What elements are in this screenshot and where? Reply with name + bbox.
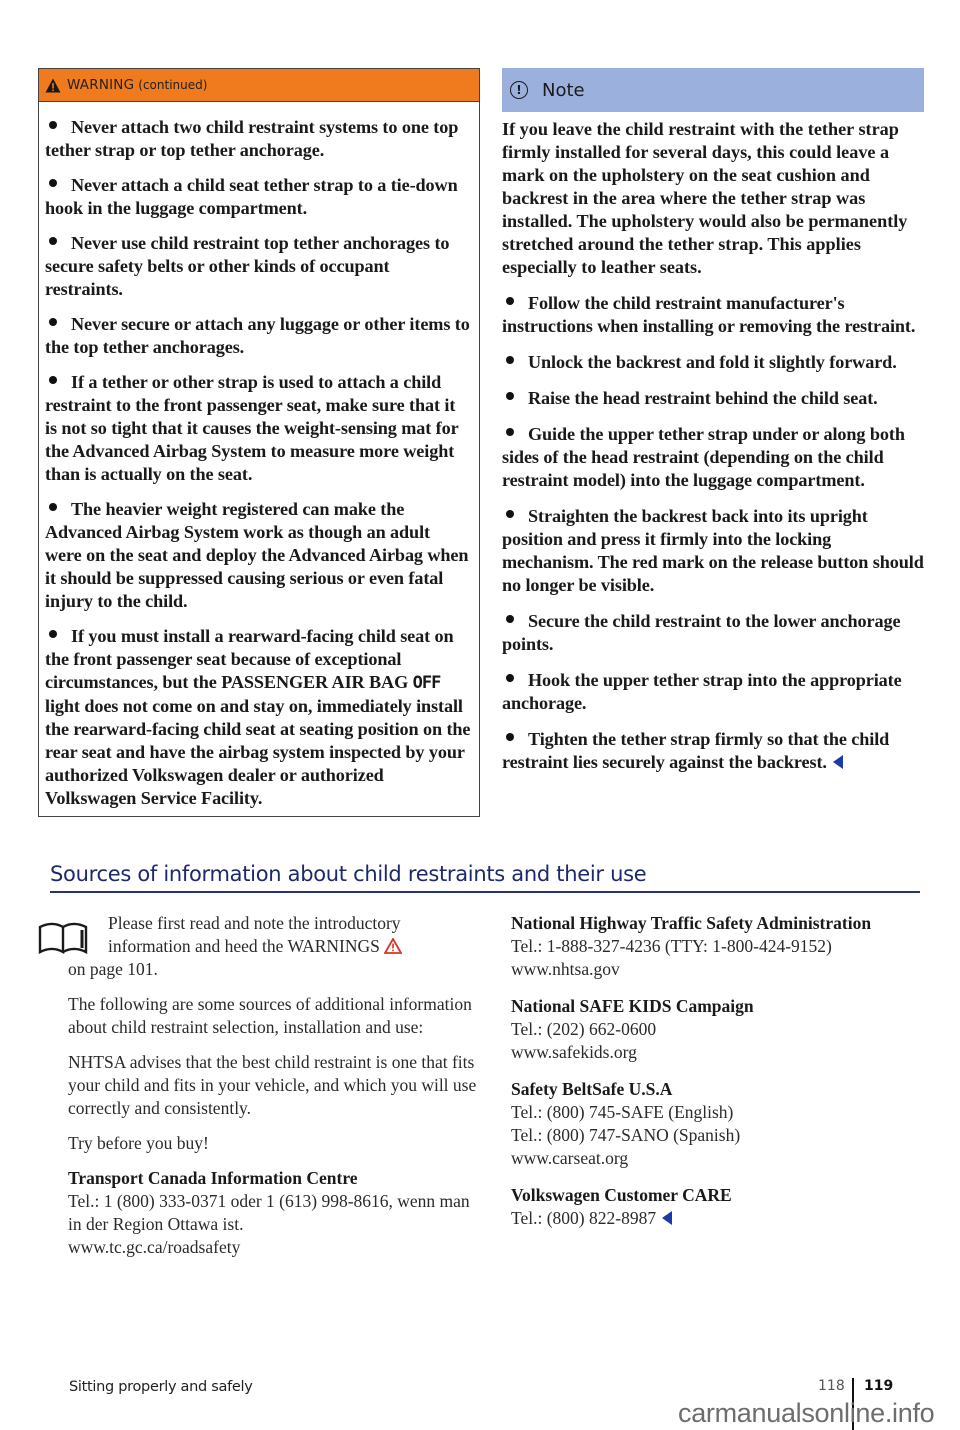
org-website-link[interactable]: www.carseat.org bbox=[511, 1148, 629, 1168]
sources-left-column bbox=[68, 912, 478, 1273]
bullet-icon bbox=[49, 318, 57, 326]
org-name: National Highway Traffic Safety Administration bbox=[511, 913, 872, 933]
step-item: Unlock the backrest and fold it slightly forward. bbox=[502, 351, 924, 374]
bullet-icon bbox=[49, 179, 57, 187]
airbag-off-symbol: OFF bbox=[412, 673, 441, 693]
org-name: Transport Canada Information Centre bbox=[68, 1168, 358, 1188]
warning-item: The heavier weight registered can make the Advanced Airbag System work as though an adult were on the seat and deploy the Advanced Airbag when it should be suppressed causing serious or even fatal injury to the child. bbox=[45, 499, 469, 611]
end-of-section-icon bbox=[662, 1211, 672, 1225]
warning-item: If you must install a rearward-facing child seat on the front passenger seat because of exceptional circumstances, but the PASSENGER AIR BAG OFF light does not come on and stay on, immediately install the rearward-facing child seat at seating position on the rear seat and have the airbag system inspected by your authorized Volkswagen dealer or authorized Volkswagen Service Facility. bbox=[45, 626, 471, 808]
org-phone: Tel.: (800) 747-SANO (Spanish) bbox=[511, 1125, 741, 1145]
org-name: National SAFE KIDS Campaign bbox=[511, 996, 754, 1016]
warning-title: WARNING bbox=[67, 77, 135, 93]
warning-item: Never use child restraint top tether anchorages to secure safety belts or other kinds of occupant restraints. bbox=[45, 233, 450, 299]
warning-column bbox=[38, 68, 480, 817]
org-website-link[interactable]: www.nhtsa.gov bbox=[511, 959, 620, 979]
warning-item: Never attach two child restraint systems to one top tether strap or top tether anchorage. bbox=[45, 117, 459, 160]
nhtsa-advice-paragraph: NHTSA advises that the best child restraint is one that fits your child and fits in your vehicle, and which you will use correctly and consistently. bbox=[68, 1052, 477, 1118]
org-vw-customer-care bbox=[511, 1184, 931, 1230]
step-item: Guide the upper tether strap under or along both sides of the head restraint (depending on the child restraint model) into the luggage compartment. bbox=[502, 424, 905, 490]
note-column bbox=[502, 68, 924, 774]
page-number-left: 118 bbox=[818, 1378, 845, 1394]
org-phone: Tel.: 1-888-327-4236 (TTY: 1-800-424-9152) bbox=[511, 936, 832, 956]
chapter-footer: Sitting properly and safely bbox=[69, 1379, 253, 1395]
bullet-icon bbox=[49, 503, 57, 511]
org-nhtsa bbox=[511, 912, 931, 981]
org-beltsafe bbox=[511, 1078, 931, 1170]
bullet-icon bbox=[506, 428, 514, 436]
page-number-right: 119 bbox=[864, 1378, 894, 1394]
watermark: carmanualsonline.info bbox=[678, 1398, 935, 1428]
try-before-buy: Try before you buy! bbox=[68, 1133, 209, 1153]
org-website-link[interactable]: www.safekids.org bbox=[511, 1042, 637, 1062]
warning-item: Never attach a child seat tether strap to a tie-down hook in the luggage compartment. bbox=[45, 175, 458, 218]
warning-triangle-icon bbox=[45, 78, 61, 93]
warning-item: Never secure or attach any luggage or other items to the top tether anchorages. bbox=[45, 314, 470, 357]
org-transport-canada bbox=[68, 1167, 478, 1259]
warning-triangle-icon bbox=[384, 938, 402, 954]
section-divider bbox=[50, 891, 920, 893]
bullet-icon bbox=[506, 356, 514, 364]
note-title: Note bbox=[542, 79, 585, 101]
warning-box bbox=[38, 68, 480, 817]
org-phone: Tel.: (202) 662-0600 bbox=[511, 1019, 657, 1039]
warning-continued: (continued) bbox=[138, 78, 208, 92]
bullet-icon bbox=[49, 376, 57, 384]
step-item: Tighten the tether strap firmly so that the child restraint lies securely against the backrest. bbox=[502, 729, 890, 772]
org-phone: Tel.: (800) 822-8987 bbox=[511, 1207, 931, 1230]
section-title: Sources of information about child restraints and their use bbox=[50, 862, 647, 886]
org-name: Safety BeltSafe U.S.A bbox=[511, 1079, 673, 1099]
sources-right-column bbox=[511, 912, 931, 1244]
exclamation-circle-icon: ! bbox=[510, 81, 528, 99]
bullet-icon bbox=[506, 510, 514, 518]
step-item: Raise the head restraint behind the child seat. bbox=[502, 387, 924, 410]
note-paragraph: If you leave the child restraint with the tether strap firmly installed for several days, this could leave a mark on the upholstery on the seat cushion and backrest in the area where the tether strap was installed. The upholstery would also be permanently stretched around the tether strap. This applies especially to leather seats. bbox=[502, 119, 908, 277]
book-icon bbox=[38, 922, 90, 954]
step-item: Hook the upper tether strap into the appropriate anchorage. bbox=[502, 670, 902, 713]
warning-body bbox=[39, 102, 479, 816]
org-website-link[interactable]: www.tc.gc.ca/roadsafety bbox=[68, 1237, 241, 1257]
org-phone: Tel.: 1 (800) 333-0371 oder 1 (613) 998-8616, wenn man in der Region Ottawa ist. bbox=[68, 1191, 470, 1234]
org-safe-kids bbox=[511, 995, 931, 1064]
step-item: Straighten the backrest back into its upright position and press it firmly into the locking mechanism. The red mark on the release button should no longer be visible. bbox=[502, 506, 924, 595]
sources-paragraph: The following are some sources of additional information about child restraint selection, installation and use: bbox=[68, 994, 472, 1037]
bullet-icon bbox=[506, 392, 514, 400]
note-header bbox=[502, 68, 924, 112]
org-name: Volkswagen Customer CARE bbox=[511, 1185, 732, 1205]
bullet-icon bbox=[49, 630, 57, 638]
bullet-icon bbox=[506, 674, 514, 682]
step-item: Secure the child restraint to the lower anchorage points. bbox=[502, 611, 901, 654]
intro-block: Please first read and note the introductory information and heed the WARNINGS on page 101. bbox=[68, 912, 478, 981]
bullet-icon bbox=[506, 733, 514, 741]
bullet-icon bbox=[506, 297, 514, 305]
bullet-icon bbox=[49, 121, 57, 129]
warning-header bbox=[39, 69, 479, 102]
step-item: Follow the child restraint manufacturer's instructions when installing or removing the restraint. bbox=[502, 293, 916, 336]
warning-item: If a tether or other strap is used to attach a child restraint to the front passenger seat, make sure that it is not so tight that it causes the weight-sensing mat for the Advanced Airbag System to measure more weight than is actually on the seat. bbox=[45, 372, 459, 484]
end-of-section-icon bbox=[833, 755, 843, 769]
bullet-icon bbox=[49, 237, 57, 245]
org-phone: Tel.: (800) 745-SAFE (English) bbox=[511, 1102, 734, 1122]
bullet-icon bbox=[506, 615, 514, 623]
